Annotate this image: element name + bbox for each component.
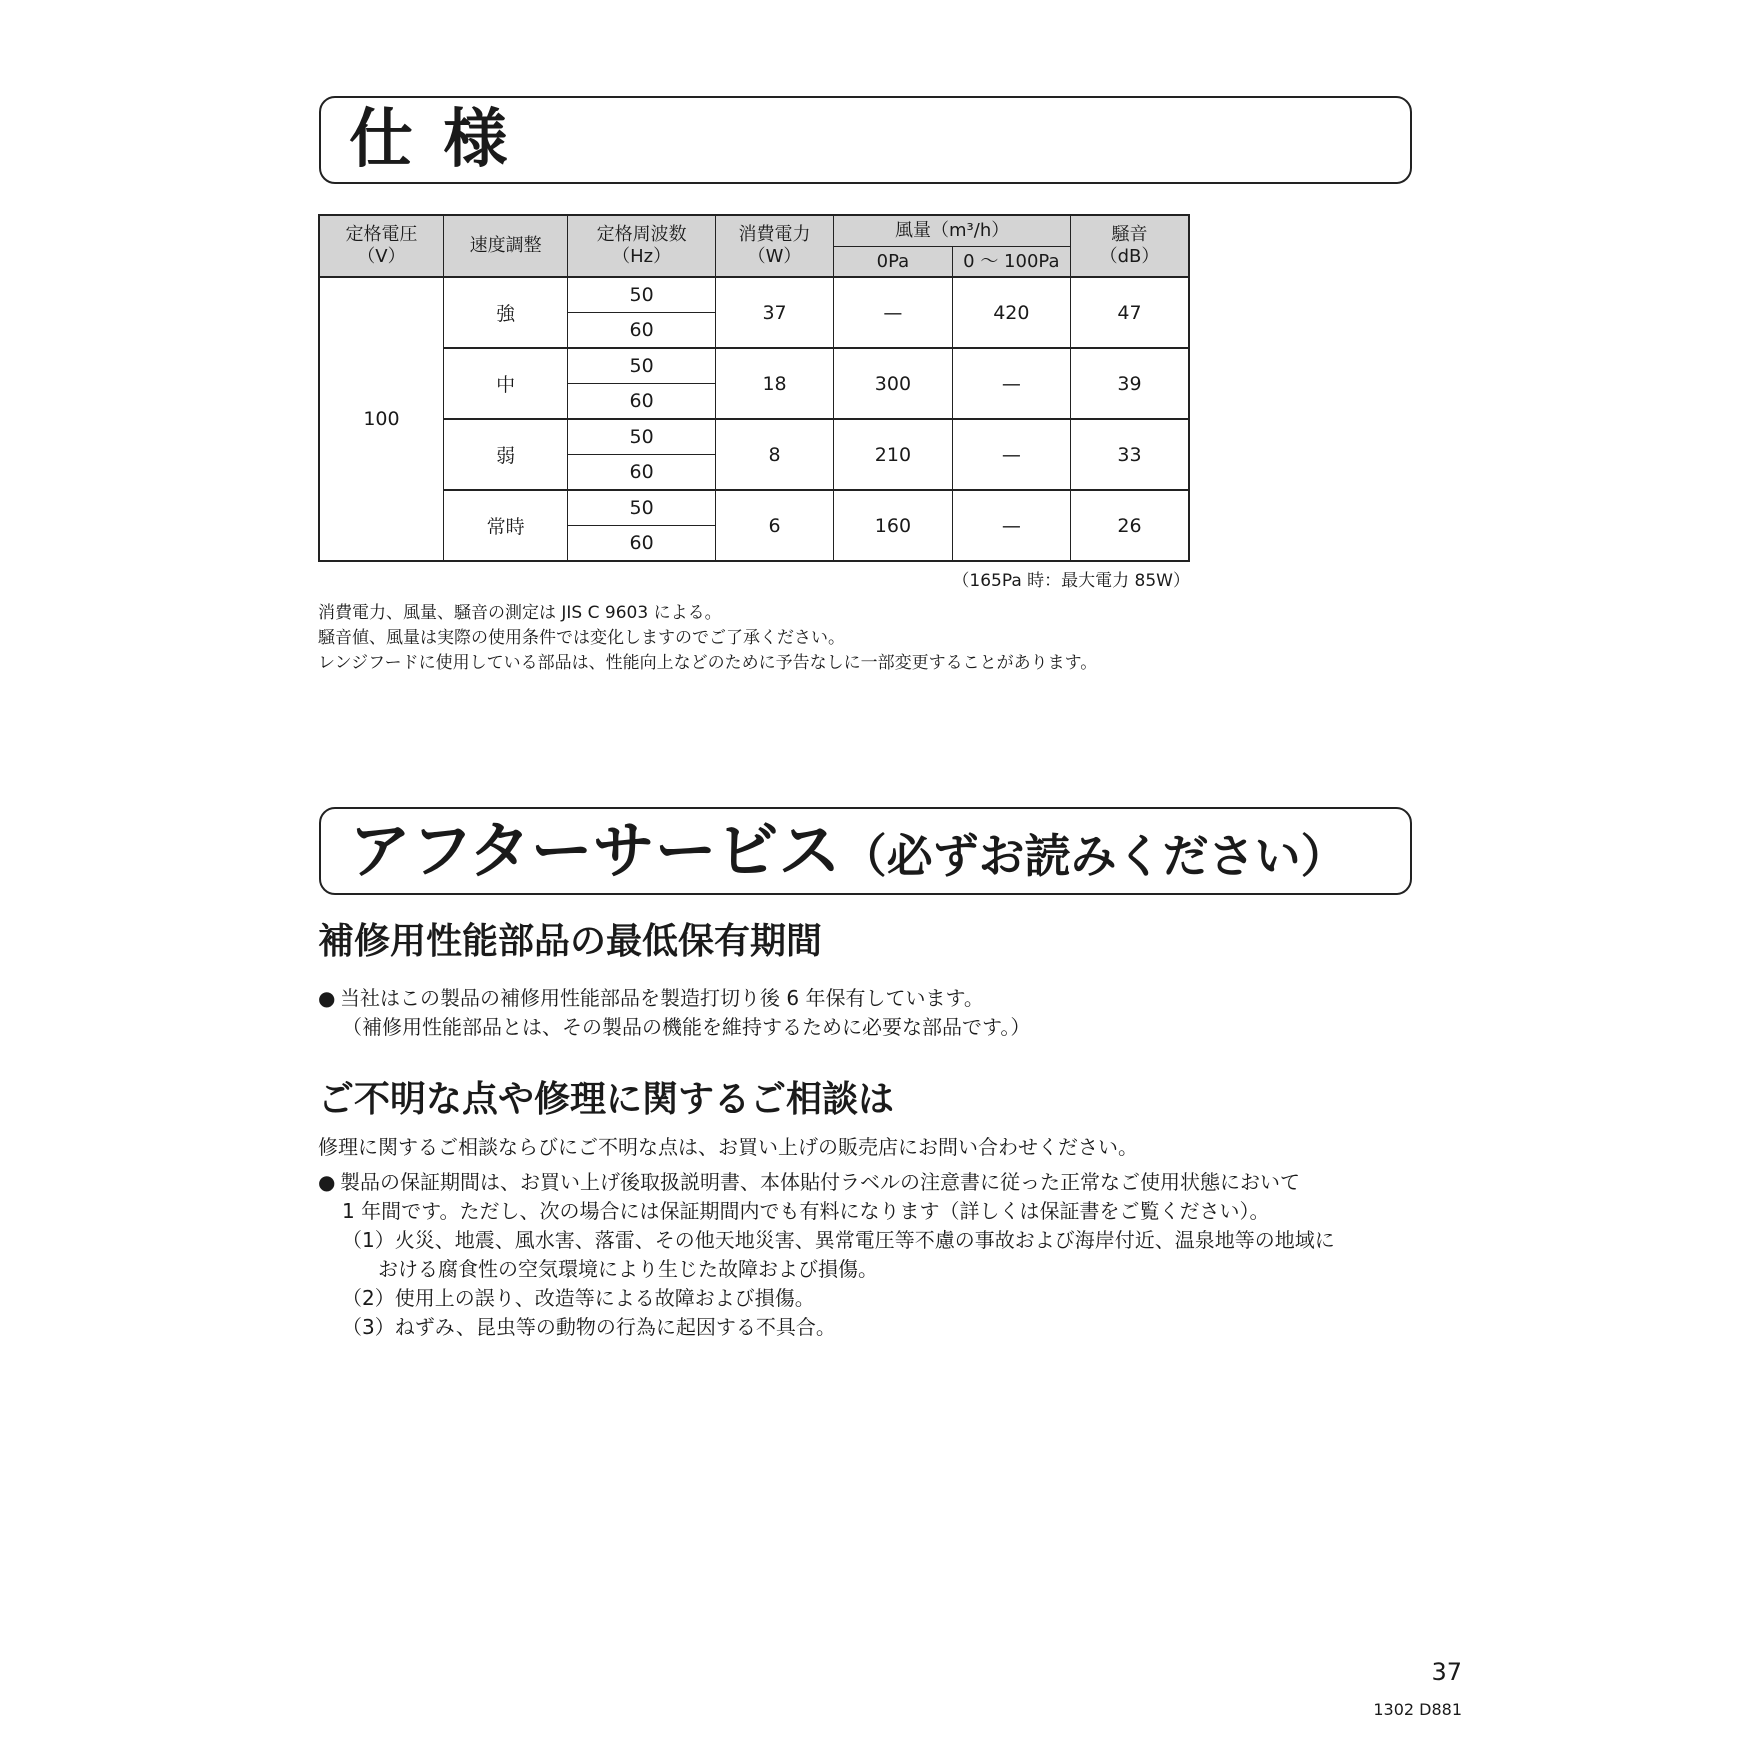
- table-row: [319, 277, 1189, 313]
- parts-note: （補修用性能部品とは、その製品の機能を維持するために必要な部品です。）: [342, 1015, 1031, 1039]
- header-voltage-label: 定格電圧 （V）: [345, 224, 418, 267]
- voltage-cell: 100: [319, 277, 443, 561]
- table-row: [319, 490, 1189, 526]
- freq-cell: 60: [568, 384, 716, 420]
- freq-cell: 60: [568, 455, 716, 491]
- table-row: [319, 419, 1189, 455]
- noise-cell: 33: [1071, 419, 1189, 490]
- header-noise-label: 騒音 （dB）: [1099, 224, 1160, 267]
- bullet-icon: ●: [318, 986, 336, 1010]
- bullet-icon: ●: [318, 1170, 336, 1194]
- spec-note: 消費電力、風量、騒音の測定は JIS C 9603 による。: [318, 603, 722, 623]
- speed-cell: 常時: [443, 490, 567, 561]
- parts-text: 当社はこの製品の補修用性能部品を製造打切り後 6 年保有しています。: [340, 986, 984, 1010]
- airflow-0pa-cell: 300: [834, 348, 952, 419]
- spec-heading-box: [319, 96, 1412, 184]
- freq-cell: 50: [568, 490, 716, 526]
- speed-cell: 弱: [443, 419, 567, 490]
- after-service-heading-box: [319, 807, 1412, 895]
- freq-cell: 50: [568, 348, 716, 384]
- freq-cell: 60: [568, 526, 716, 562]
- freq-cell: 50: [568, 277, 716, 313]
- parts-heading: 補修用性能部品の最低保有期間: [318, 921, 823, 962]
- power-cell: 6: [715, 490, 833, 561]
- warranty-text-cont: 1 年間です。ただし、次の場合には保証期間内でも有料になります（詳しくは保証書をご覧ください）。: [342, 1199, 1270, 1223]
- noise-cell: 39: [1071, 348, 1189, 419]
- freq-cell: 50: [568, 419, 716, 455]
- header-airflow: 風量（m³/h）: [834, 215, 1071, 247]
- consult-heading: ご不明な点や修理に関するご相談は: [318, 1079, 895, 1120]
- spec-note: 騒音値、風量は実際の使用条件では変化しますのでご了承ください。: [318, 628, 845, 648]
- document-code: 1302 D881: [1373, 1700, 1462, 1719]
- spec-note: レンジフードに使用している部品は、性能向上などのために予告なしに一部変更することがあります。: [318, 653, 1098, 673]
- warranty-item-2: （2）使用上の誤り、改造等による故障および損傷。: [342, 1286, 815, 1310]
- airflow-range-cell: —: [952, 490, 1070, 561]
- airflow-0pa-cell: 210: [834, 419, 952, 490]
- table-row: [319, 348, 1189, 384]
- power-cell: 37: [715, 277, 833, 348]
- speed-cell: 中: [443, 348, 567, 419]
- noise-cell: 26: [1071, 490, 1189, 561]
- freq-cell: 60: [568, 313, 716, 349]
- power-cell: 8: [715, 419, 833, 490]
- airflow-range-cell: 420: [952, 277, 1070, 348]
- airflow-0pa-cell: 160: [834, 490, 952, 561]
- header-frequency: [568, 215, 716, 277]
- spec-notes: [318, 601, 1097, 676]
- noise-cell: 47: [1071, 277, 1189, 348]
- after-service-title-sub: （必ずお読みください）: [840, 829, 1347, 883]
- table-footnote: （165Pa 時：最大電力 85W）: [952, 571, 1190, 591]
- header-frequency-label: 定格周波数 （Hz）: [596, 224, 687, 267]
- header-power: [715, 215, 833, 277]
- parts-paragraph: [318, 984, 1030, 1042]
- power-cell: 18: [715, 348, 833, 419]
- parts-line: [318, 984, 1030, 1013]
- header-noise: [1071, 215, 1189, 277]
- header-voltage: [319, 215, 443, 277]
- warranty-item-1: （1）火災、地震、風水害、落雷、その他天地災害、異常電圧等不慮の事故および海岸付近、温泉地等の地域に: [342, 1228, 1335, 1252]
- header-airflow-range: 0 〜 100Pa: [952, 247, 1070, 278]
- airflow-0pa-cell: —: [834, 277, 952, 348]
- spec-title: 仕 様: [349, 103, 512, 177]
- header-airflow-0pa: 0Pa: [834, 247, 952, 278]
- airflow-range-cell: —: [952, 348, 1070, 419]
- after-service-title-main: アフターサービス: [349, 814, 841, 887]
- airflow-range-cell: —: [952, 419, 1070, 490]
- header-power-label: 消費電力 （W）: [738, 224, 811, 267]
- after-service-title: [349, 811, 1347, 896]
- warranty-item-3: （3）ねずみ、昆虫等の動物の行為に起因する不具合。: [342, 1315, 836, 1339]
- header-speed: 速度調整: [443, 215, 567, 277]
- speed-cell: 強: [443, 277, 567, 348]
- consult-intro: 修理に関するご相談ならびにご不明な点は、お買い上げの販売店にお問い合わせください。: [318, 1135, 1138, 1159]
- consult-paragraph: [318, 1133, 1335, 1342]
- spec-table: [318, 214, 1190, 562]
- page-number: 37: [1431, 1658, 1462, 1686]
- warranty-text: 製品の保証期間は、お買い上げ後取扱説明書、本体貼付ラベルの注意書に従った正常なご使用状態において: [340, 1170, 1300, 1194]
- warranty-line: [318, 1168, 1335, 1197]
- warranty-item-1-cont: おける腐食性の空気環境により生じた故障および損傷。: [378, 1257, 878, 1281]
